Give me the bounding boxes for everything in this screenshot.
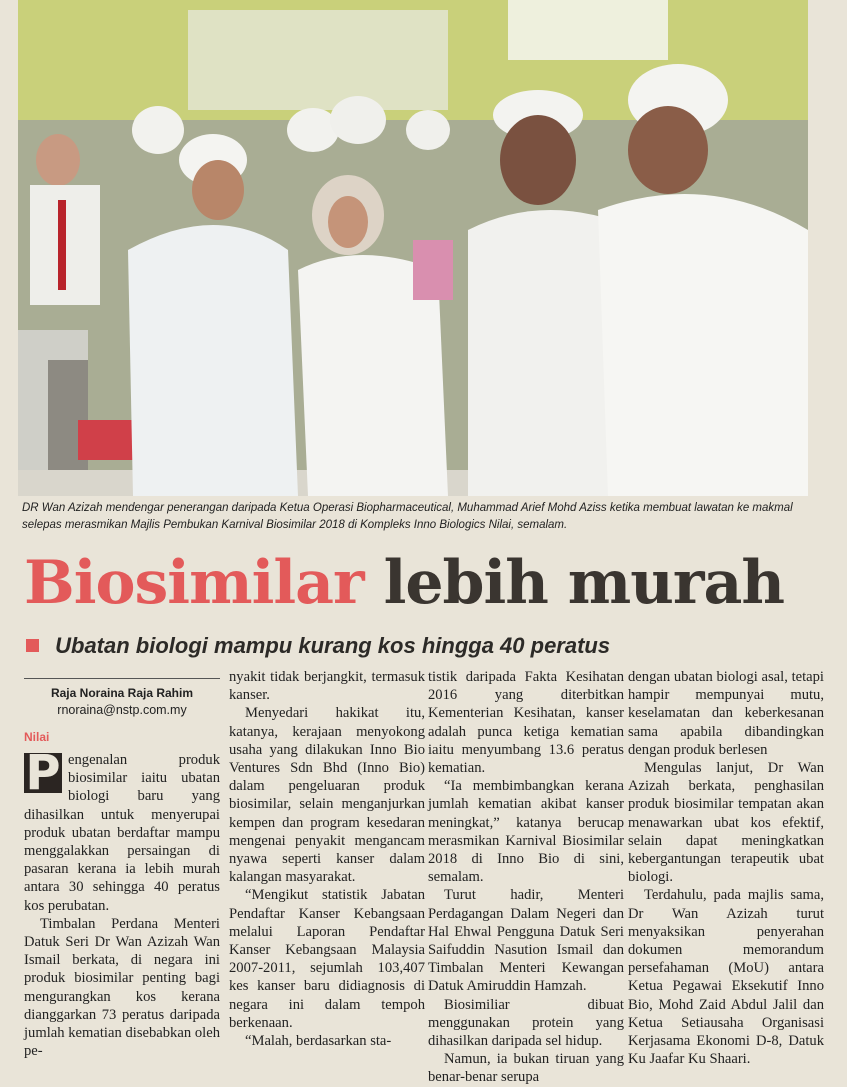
- lab-visit-photo: [18, 0, 808, 496]
- author-email[interactable]: rnoraina@nstp.com.my: [57, 703, 187, 717]
- article-paragraph: nyakit tidak berjangkit, termasuk kanser.: [229, 669, 425, 704]
- author-name: Raja Noraina Raja Rahim: [50, 686, 194, 700]
- bullet-square-icon: [26, 639, 39, 652]
- news-photo: [18, 0, 808, 496]
- article-column-2: [229, 668, 425, 1050]
- article-column-1: [24, 668, 220, 1060]
- article-paragraph: Terdahulu, pada majlis sama, Dr Wan Azizah turut menyaksikan penyerahan dokumen memorandum persefahaman (MoU) antara Ketua Pegawai Eksekutif Inno Bio, Mohd Zaid Abdul Jalil dan Ketua Setiausaha Organisasi Kerjasama Ekonomi D-8, Datuk Ku Jaafar Ku Shaari.: [628, 887, 824, 1068]
- headline: [24, 548, 824, 618]
- photo-caption: DR Wan Azizah mendengar penerangan daripada Ketua Operasi Biopharmaceutical, Muhammad Arief Mohd Aziss ketika membuat lawatan ke makmal selepas merasmikan Majlis Pembukan Karnival Biosimilar 2018 di Kompleks Inno Biologics Nilai, semalam.: [22, 502, 793, 531]
- article-paragraph: Menyedari hakikat itu, katanya, kerajaan menyokong usaha yang dilakukan Inno Bio Ventures Sdn Bhd (Inno Bio) dalam pengeluaran produk biosimilar, selain menganjurkan kempen dan program kesedaran mengenai penyakit mengancam nyawa seperti kanser dalam kalangan masyarakat.: [229, 705, 425, 886]
- headline-dark-part: lebih murah: [383, 548, 785, 618]
- article-paragraph: Mengulas lanjut, Dr Wan Azizah berkata, penghasilan produk biosimilar tempatan akan menawarkan ubat kos efektif, selain dapat meningkatkan kebergantungan terapeutik ubat biologi.: [628, 760, 824, 886]
- article-paragraph: Biosimiliar dibuat menggunakan protein yang dihasilkan daripada sel hidup.: [428, 996, 624, 1050]
- dateline: Nilai: [24, 730, 50, 744]
- article-paragraph: “Mengikut statistik Jabatan Pendaftar Kanser Kebangsaan melalui Laporan Pendaftar Kanser Kebangsaan Malaysia 2007-2011, sejumlah 103,407 kes kanser baru didiagnosis di negara ini dalam tempoh berkenaan.: [229, 887, 425, 1031]
- article-paragraph: “Malah, berdasarkan sta-: [245, 1033, 392, 1050]
- subheadline-text: Ubatan biologi mampu kurang kos hingga 40 peratus: [55, 633, 611, 658]
- headline-red-part: Biosimilar: [24, 548, 364, 618]
- article-paragraph: tistik daripada Fakta Kesihatan 2016 yang diterbitkan Kementerian Kesihatan, kanser adalah punca ketiga kematian iaitu menyumbang 13.6 peratus kematian.: [428, 669, 624, 777]
- drop-cap: P: [25, 745, 61, 801]
- article-paragraph: P engenalan produk biosimilar iaitu ubatan biologi baru yang dihasilkan untuk menyerupai produk ubatan berdaftar mampu menggalakkan persaingan di pasaran kerana ia lebih murah antara 30 sehingga 40 peratus kos perubatan.: [24, 745, 220, 914]
- article-paragraph: dengan ubatan biologi asal, tetapi hampir mempunyai mutu, keselamatan dan keberkesanan sama apabila dibandingkan dengan produk berlesen: [628, 669, 824, 758]
- article-column-3: [428, 668, 624, 1087]
- article-paragraph: “Ia membimbangkan kerana jumlah kematian akibat kanser meningkat,” katanya berucap merasmikan Karnival Biosimilar 2018 di Inno Bio di sini, semalam.: [428, 778, 624, 886]
- article-paragraph: Namun, ia bukan tiruan yang benar-benar serupa: [428, 1051, 624, 1086]
- article-paragraph: Timbalan Perdana Menteri Datuk Seri Dr Wan Azizah Wan Ismail berkata, di negara ini produk biosimilar penting bagi mengurangkan kos kerana dianggarkan 73 peratus daripada jumlah kematian disebabkan oleh pe-: [24, 915, 220, 1060]
- subheadline: [26, 630, 806, 662]
- byline-rule: [24, 678, 220, 679]
- article-paragraph: Turut hadir, Menteri Perdagangan Dalam Negeri dan Hal Ehwal Pengguna Datuk Seri Saifuddin Nasution Ismail dan Timbalan Menteri Kewangan Datuk Amiruddin Hamzah.: [428, 887, 624, 995]
- article-column-4: [628, 668, 824, 1068]
